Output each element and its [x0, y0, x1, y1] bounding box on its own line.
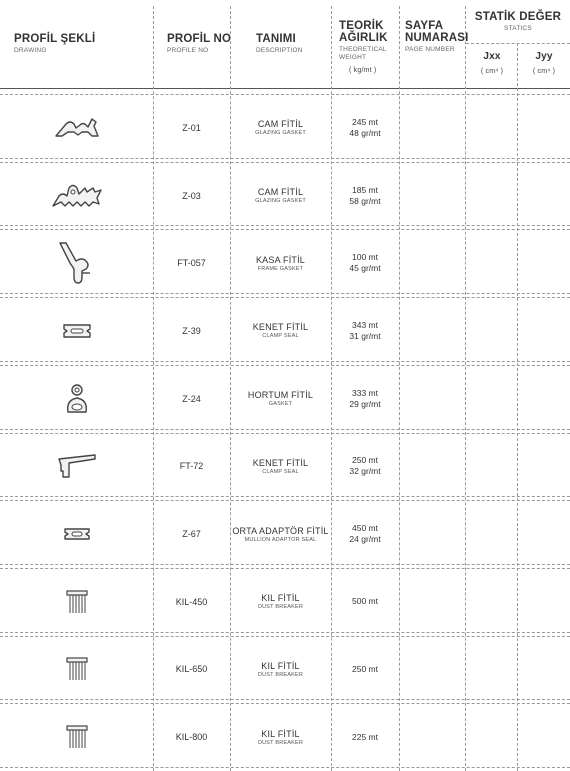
- profile-no-cell: [153, 500, 230, 568]
- description-cell: [230, 94, 331, 162]
- profile-drawing: [0, 229, 153, 297]
- profile-name: KASA FİTİL: [255, 254, 306, 265]
- page-cell: [399, 500, 465, 568]
- profile-no: Z-39: [182, 325, 201, 336]
- profile-name: KENET FİTİL: [252, 457, 309, 468]
- jxx-cell: [465, 365, 517, 433]
- description-cell: [230, 568, 331, 636]
- profile-description: DUST BREAKER: [257, 671, 304, 678]
- description-cell: [230, 500, 331, 568]
- table-header: [0, 0, 570, 90]
- header-statics: [466, 11, 570, 33]
- header-jxx-label: Jxx: [483, 51, 501, 62]
- glazing-gasket-z01-icon: [52, 114, 102, 142]
- header-profile-no: [167, 33, 231, 55]
- table-row: [0, 365, 570, 433]
- row-divider: [0, 699, 570, 700]
- header-weight-title-2: AĞIRLIK: [339, 32, 388, 44]
- profile-name: CAM FİTİL: [257, 119, 304, 130]
- profile-no-cell: [153, 568, 230, 636]
- jxx-cell: [465, 568, 517, 636]
- row-divider: [0, 365, 570, 366]
- weight-per-meter: 31 gr/mt: [349, 330, 381, 341]
- hose-gasket-icon: [62, 382, 92, 416]
- weight-length: 500 mt: [352, 596, 378, 607]
- weight-cell: [331, 229, 399, 297]
- weight-length: 250 mt: [352, 455, 378, 466]
- jxx-cell: [465, 636, 517, 704]
- weight-length: 245 mt: [352, 116, 378, 127]
- table-row: [0, 94, 570, 162]
- profile-drawing: [0, 297, 153, 365]
- header-description: [256, 33, 303, 55]
- table-row: [0, 433, 570, 501]
- profile-no: Z-03: [182, 190, 201, 201]
- profile-drawing: [0, 703, 153, 771]
- frame-gasket-icon: [56, 239, 98, 287]
- jxx-cell: [465, 433, 517, 501]
- header-profile-no-subtitle: PROFILE NO: [167, 47, 209, 54]
- profile-no-cell: [153, 162, 230, 230]
- description-cell: [230, 703, 331, 771]
- profile-no-cell: [153, 365, 230, 433]
- header-description-title: TANIMI: [256, 33, 296, 45]
- description-cell: [230, 433, 331, 501]
- profile-no: Z-67: [182, 529, 201, 540]
- weight-cell: [331, 433, 399, 501]
- description-cell: [230, 162, 331, 230]
- profile-drawing: [0, 365, 153, 433]
- weight-cell: [331, 703, 399, 771]
- profile-no-cell: [153, 636, 230, 704]
- weight-cell: [331, 568, 399, 636]
- row-divider: [0, 767, 570, 768]
- profile-drawing: [0, 162, 153, 230]
- page-cell: [399, 229, 465, 297]
- description-cell: [230, 229, 331, 297]
- profile-name: ORTA ADAPTÖR FİTİL: [232, 525, 329, 536]
- row-divider: [0, 162, 570, 163]
- profile-description: MULLION ADAPTOR SEAL: [244, 536, 317, 543]
- jyy-cell: [517, 365, 570, 433]
- weight-cell: [331, 162, 399, 230]
- row-divider: [0, 564, 570, 565]
- profile-description: FRAME GASKET: [257, 265, 304, 272]
- jxx-cell: [465, 500, 517, 568]
- profile-name: HORTUM FİTİL: [247, 390, 314, 401]
- weight-length: 333 mt: [352, 387, 378, 398]
- weight-cell: [331, 297, 399, 365]
- clamp-seal-ft72-icon: [55, 451, 99, 481]
- profile-no-cell: [153, 94, 230, 162]
- jxx-cell: [465, 229, 517, 297]
- jxx-cell: [465, 94, 517, 162]
- weight-cell: [331, 500, 399, 568]
- header-weight-unit: ( kg/mt ): [349, 67, 377, 74]
- jyy-cell: [517, 568, 570, 636]
- page-cell: [399, 433, 465, 501]
- row-divider: [0, 496, 570, 497]
- header-statics-title: STATİK DEĞER: [474, 11, 562, 23]
- page-cell: [399, 568, 465, 636]
- profile-description: GLAZING GASKET: [255, 198, 306, 205]
- profile-drawing: [0, 568, 153, 636]
- weight-length: 100 mt: [352, 252, 378, 263]
- jyy-cell: [517, 162, 570, 230]
- weight-per-meter: 58 gr/mt: [349, 195, 381, 206]
- profile-no: KIL-450: [175, 596, 208, 607]
- header-page-subtitle: PAGE NUMBER: [405, 46, 455, 53]
- header-profile-shape-subtitle: DRAWING: [14, 47, 47, 54]
- dust-breaker-brush-icon: [65, 656, 89, 682]
- header-profile-no-title: PROFİL NO: [167, 33, 232, 45]
- row-divider: [0, 361, 570, 362]
- profile-no: KIL-650: [175, 664, 208, 675]
- page-cell: [399, 636, 465, 704]
- table-row: [0, 500, 570, 568]
- weight-length: 250 mt: [352, 663, 378, 674]
- dust-breaker-brush-icon: [65, 724, 89, 750]
- header-weight-title-1: TEORİK: [339, 20, 384, 32]
- header-rule: [0, 88, 570, 89]
- mullion-adaptor-seal-icon: [62, 525, 92, 543]
- profile-name: KIL FİTİL: [261, 593, 300, 604]
- table-row: [0, 703, 570, 771]
- profile-name: KENET FİTİL: [252, 322, 309, 333]
- weight-cell: [331, 636, 399, 704]
- row-divider: [0, 297, 570, 298]
- weight-cell: [331, 94, 399, 162]
- profile-no: KIL-800: [175, 732, 208, 743]
- header-profile-shape-title: PROFİL ŞEKLİ: [14, 33, 96, 45]
- header-page-title-2: NUMARASI: [405, 32, 469, 44]
- header-jyy-label: Jyy: [535, 51, 553, 62]
- profile-no: FT-72: [179, 461, 204, 472]
- dust-breaker-brush-icon: [65, 589, 89, 615]
- jyy-cell: [517, 500, 570, 568]
- profile-description: CLAMP SEAL: [262, 468, 299, 475]
- profile-no-cell: [153, 703, 230, 771]
- jyy-cell: [517, 636, 570, 704]
- profile-description: DUST BREAKER: [257, 739, 304, 746]
- weight-per-meter: 48 gr/mt: [349, 127, 381, 138]
- page-cell: [399, 297, 465, 365]
- clamp-seal-z39-icon: [60, 321, 94, 341]
- jyy-cell: [517, 433, 570, 501]
- row-divider: [0, 429, 570, 430]
- jxx-cell: [465, 297, 517, 365]
- jyy-cell: [517, 94, 570, 162]
- row-divider: [0, 632, 570, 633]
- jyy-cell: [517, 229, 570, 297]
- description-cell: [230, 365, 331, 433]
- profile-no: Z-24: [182, 393, 201, 404]
- profile-description: GLAZING GASKET: [255, 130, 306, 137]
- header-weight-subtitle-1: THEORETICAL: [339, 46, 387, 53]
- header-description-subtitle: DESCRIPTION: [256, 47, 303, 54]
- header-weight-subtitle-2: WEIGHT: [339, 54, 367, 61]
- profile-description: DUST BREAKER: [257, 604, 304, 611]
- profile-drawing: [0, 94, 153, 162]
- jyy-cell: [517, 297, 570, 365]
- header-jxx-unit: ( cm⁴ ): [480, 68, 504, 75]
- row-divider: [0, 636, 570, 637]
- profile-no-cell: [153, 297, 230, 365]
- weight-cell: [331, 365, 399, 433]
- jxx-cell: [465, 703, 517, 771]
- header-jyy-unit: ( cm⁴ ): [532, 68, 556, 75]
- header-jxx: [466, 51, 518, 76]
- glazing-gasket-z03-icon: [49, 180, 105, 212]
- page-cell: [399, 703, 465, 771]
- weight-length: 450 mt: [352, 523, 378, 534]
- weight-per-meter: 24 gr/mt: [349, 534, 381, 545]
- header-weight: [339, 20, 388, 75]
- page-cell: [399, 162, 465, 230]
- table-row: [0, 229, 570, 297]
- row-divider: [0, 293, 570, 294]
- table-row: [0, 162, 570, 230]
- row-divider: [0, 94, 570, 95]
- profile-no-cell: [153, 229, 230, 297]
- header-profile-shape: [14, 33, 95, 55]
- profile-name: KIL FİTİL: [261, 728, 300, 739]
- row-divider: [0, 225, 570, 226]
- page-cell: [399, 365, 465, 433]
- weight-per-meter: 29 gr/mt: [349, 398, 381, 409]
- profile-name: CAM FİTİL: [257, 187, 304, 198]
- header-page-title-1: SAYFA: [405, 20, 444, 32]
- row-divider: [0, 703, 570, 704]
- table-row: [0, 568, 570, 636]
- weight-per-meter: 32 gr/mt: [349, 466, 381, 477]
- profile-name: KIL FİTİL: [261, 660, 300, 671]
- weight-length: 343 mt: [352, 319, 378, 330]
- profile-drawing: [0, 500, 153, 568]
- header-page-number: [405, 20, 469, 54]
- jxx-cell: [465, 162, 517, 230]
- profile-no-cell: [153, 433, 230, 501]
- profile-description: CLAMP SEAL: [262, 333, 299, 340]
- header-jyy: [518, 51, 570, 76]
- weight-per-meter: 45 gr/mt: [349, 263, 381, 274]
- statics-divider: [466, 43, 570, 44]
- row-divider: [0, 158, 570, 159]
- profile-drawing: [0, 433, 153, 501]
- page-cell: [399, 94, 465, 162]
- row-divider: [0, 229, 570, 230]
- profile-drawing: [0, 636, 153, 704]
- weight-length: 225 mt: [352, 731, 378, 742]
- table-row: [0, 297, 570, 365]
- profile-no: Z-01: [182, 122, 201, 133]
- profile-description: GASKET: [268, 401, 293, 408]
- table-row: [0, 636, 570, 704]
- profile-no: FT-057: [177, 258, 206, 269]
- row-divider: [0, 500, 570, 501]
- jyy-cell: [517, 703, 570, 771]
- row-divider: [0, 568, 570, 569]
- description-cell: [230, 297, 331, 365]
- row-divider: [0, 433, 570, 434]
- weight-length: 185 mt: [352, 184, 378, 195]
- description-cell: [230, 636, 331, 704]
- header-statics-subtitle: STATICS: [504, 25, 532, 32]
